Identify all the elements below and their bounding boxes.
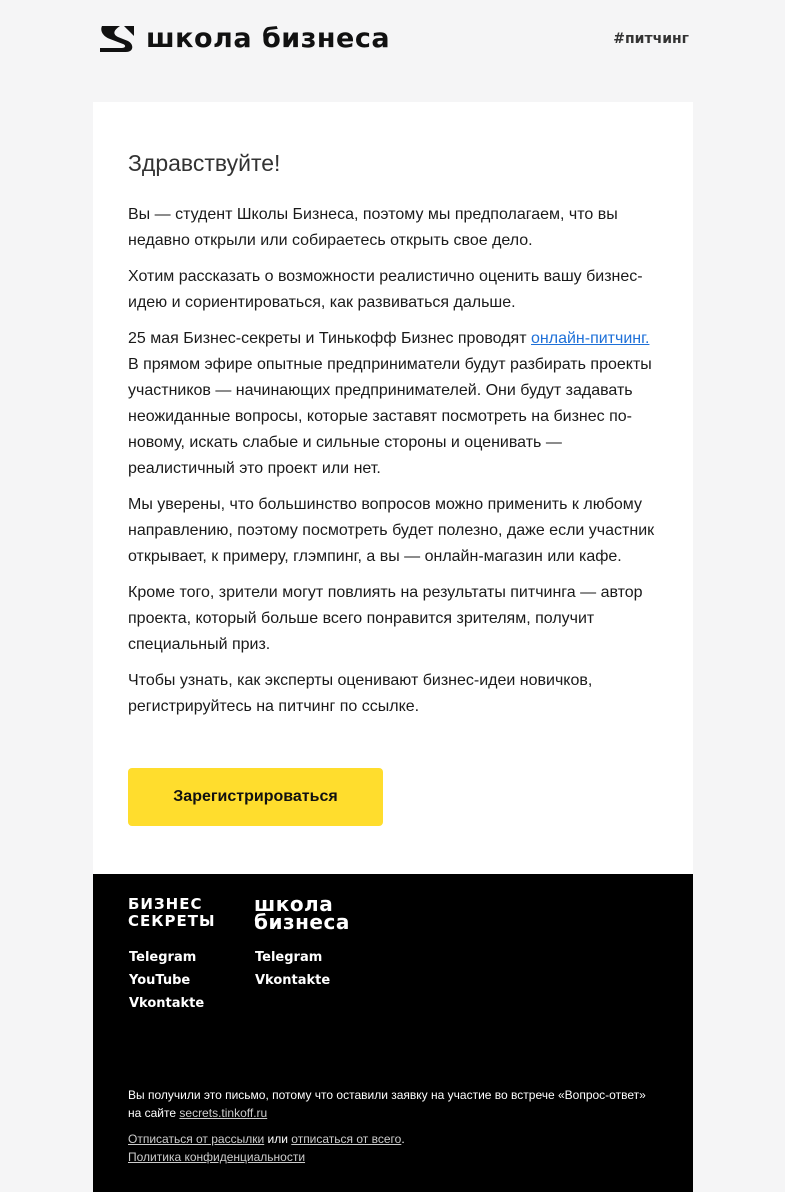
legal-reason [128,1087,658,1122]
sb-vkontakte-link[interactable]: Vkontakte [255,973,331,988]
email-header [93,0,693,102]
paragraph-pitch [128,326,658,482]
email-body [128,148,658,730]
pitch-text-after: В прямом эфире опытные предприниматели будут разбирать проекты участников — начинающих предпринимателей. Они будут задавать неожиданные вопросы, которые заставят посмотреть на бизнес по-новому, искать слабые и сильные стороны и оценивать — реалистичный это проект или нет. [128,356,652,477]
site-link[interactable]: secrets.tinkoff.ru [179,1105,268,1120]
unsubscribe-all-link[interactable]: отписаться от всего [291,1132,402,1146]
privacy-line [128,1149,658,1167]
unsubscribe-line [128,1131,658,1149]
business-school-logo-line2: бизнеса [254,910,350,934]
paragraph-prize: Кроме того, зрители могут повлиять на результаты питчинга — автор проекта, который больше всего понравится зрителям, получит специальный приз. [128,584,643,653]
email-card [93,102,693,874]
paragraph-opportunity: Хотим рассказать о возможности реалистично оценить вашу бизнес-идею и сориентироваться, как развиваться дальше. [128,268,643,311]
hashtag-label: #питчинг [613,31,689,47]
period-text: . [401,1132,405,1146]
bs-vkontakte-link[interactable]: Vkontakte [129,996,205,1011]
email-footer [93,874,693,1192]
business-secrets-logo[interactable] [128,896,216,930]
paragraph-questions: Мы уверены, что большинство вопросов можно применить к любому направлению, поэтому посмотреть будет полезно, даже если участник открывает, к примеру, глэмпинг, а вы — онлайн-магазин или кафе. [128,496,655,565]
register-button[interactable]: Зарегистрироваться [128,768,383,826]
bs-youtube-link[interactable]: YouTube [129,973,191,988]
legal-reason-text: Вы получили это письмо, потому что оставили заявку на участие во встрече «Вопрос-ответ» на сайте [128,1088,646,1120]
school-logo[interactable] [98,24,390,54]
business-school-logo[interactable] [254,892,350,934]
school-logo-text: школа бизнеса [146,23,391,54]
business-secrets-logo-line1: БИЗНЕС [128,895,203,913]
bs-telegram-link[interactable]: Telegram [129,950,197,965]
paragraph-intro: Вы — студент Школы Бизнеса, поэтому мы предполагаем, что вы недавно открыли или собираетесь открыть свое дело. [128,206,618,249]
sb-telegram-link[interactable]: Telegram [255,950,323,965]
business-school-links [255,946,330,992]
online-pitching-link[interactable]: онлайн-питчинг. [531,330,650,347]
business-secrets-links [129,946,204,1015]
or-text: или [264,1132,292,1146]
legal-notice [128,1087,658,1166]
privacy-policy-link[interactable]: Политика конфиденциальности [128,1149,306,1164]
business-secrets-logo-line2: СЕКРЕТЫ [128,912,216,930]
school-logo-icon [98,24,136,54]
unsubscribe-list-link[interactable]: Отписаться от рассылки [128,1132,265,1146]
business-school-logo-line1: школа [254,892,334,916]
paragraph-register: Чтобы узнать, как эксперты оценивают бизнес-идеи новичков, регистрируйтесь на питчинг по ссылке. [128,672,593,715]
pitch-text-before: 25 мая Бизнес-секреты и Тинькофф Бизнес проводят [128,330,531,347]
greeting-heading: Здравствуйте! [128,150,281,176]
